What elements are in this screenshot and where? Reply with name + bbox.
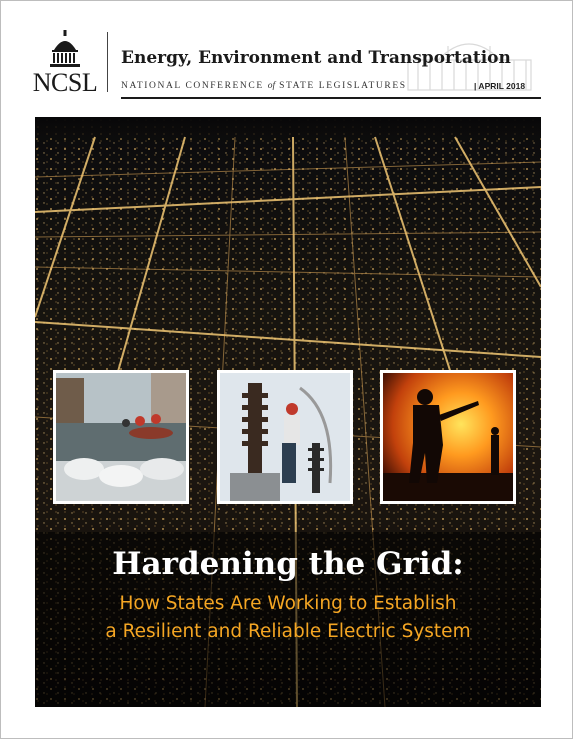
cover-subheadline-line2: a Resilient and Reliable Electric System [105,621,471,642]
header-rule [121,97,541,99]
org-name-part1: NATIONAL CONFERENCE [121,81,264,91]
organization-name [121,81,407,91]
cover-text-layer [35,117,541,707]
publication-title: Energy, Environment and Transportation [121,48,511,68]
capitol-dome-icon [30,30,100,70]
cover-subheadline-line1: How States Are Working to Establish [119,593,457,614]
publication-date: | APRIL 2018 [474,81,526,91]
org-name-part2: STATE LEGISLATURES [279,81,407,91]
org-name-of: of [267,81,276,91]
ncsl-logo [30,30,100,96]
header-divider [107,32,108,92]
cover-headline: Hardening the Grid: [112,546,464,582]
logo-text: NCSL [32,68,98,97]
